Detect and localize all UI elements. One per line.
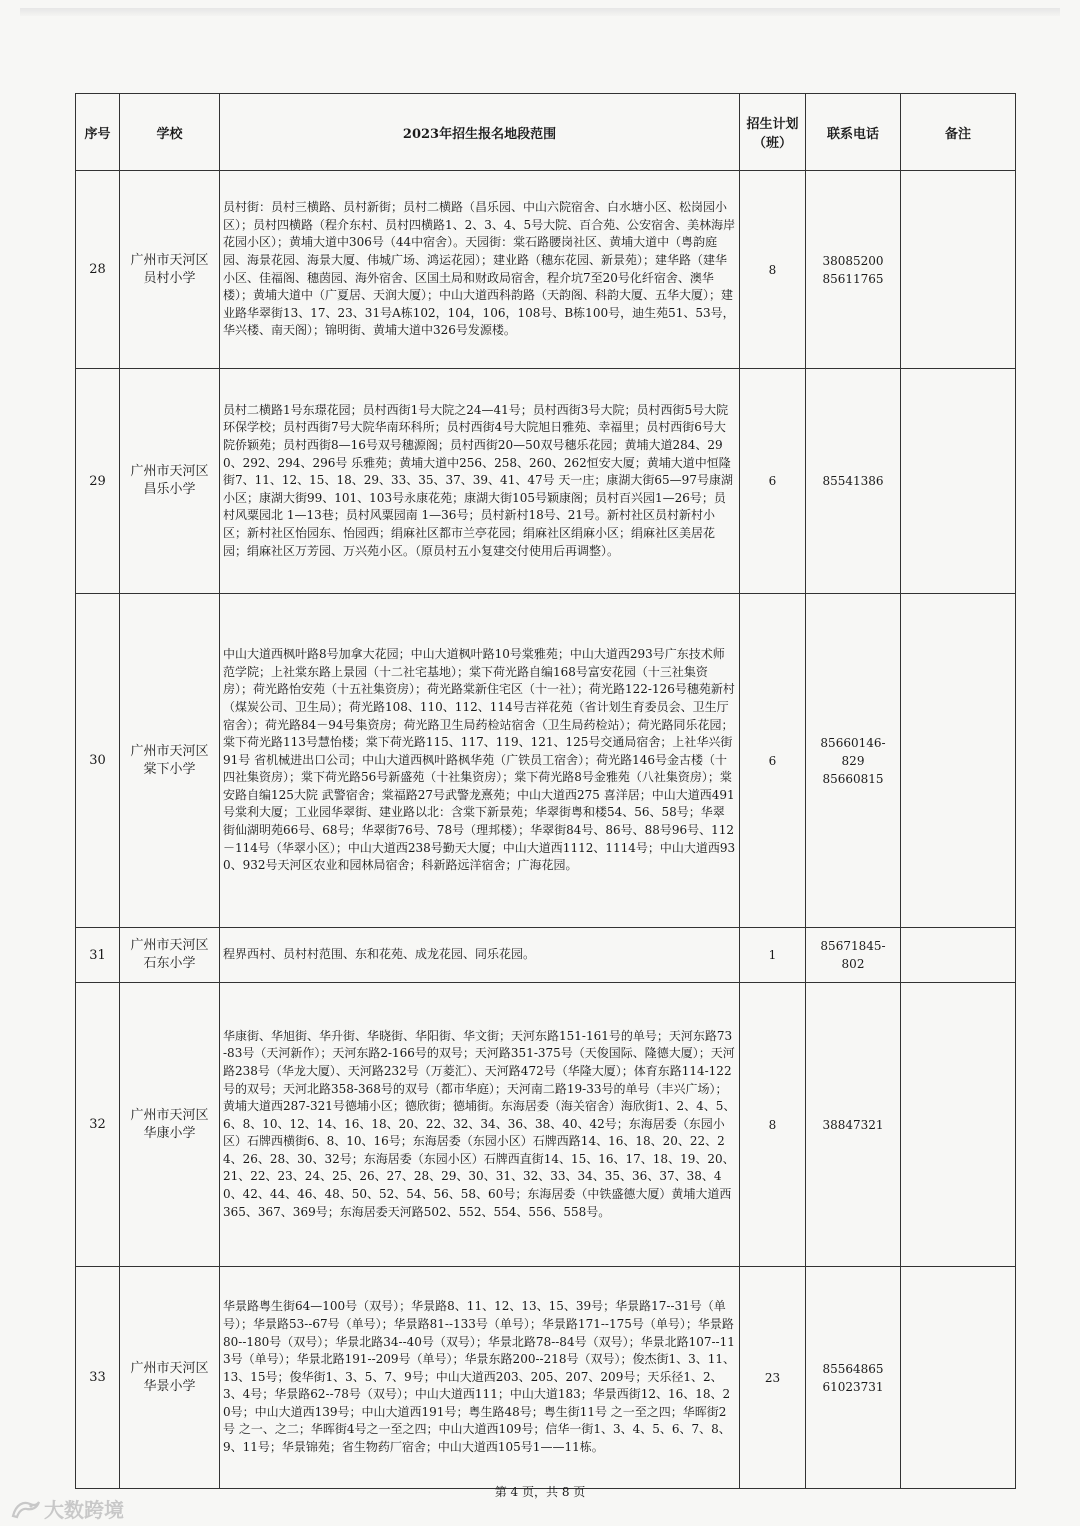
header-num: 序号 <box>76 94 120 171</box>
row-remark <box>901 928 1016 983</box>
row-school <box>120 594 220 928</box>
row-scope: 员村街：员村三横路、员村新街；员村二横路（昌乐园、中山六院宿舍、白水塘小区、松岗园小区）；员村四横路（程介东村、员村四横路1、2、3、4、5号大院、百合苑、公安宿舍、美林海岸花园小区）；黄埔大道中306号（44中宿舍）。天园街：棠石路腰岗社区、黄埔大道中（粤韵庭园、海景花园、海景大厦、伟城广场、鸿运花园）；建业路（穗东花园、新景苑）；建华路（建华小区、佳福阁、穗茵园、海外宿舍、区国土局和财政局宿舍，程介坑7至20号化纤宿舍、澳华楼）；黄埔大道中（广夏居、天润大厦）；中山大道西科韵路（天韵阁、科韵大厦、五华大厦）；建业路华翠街13、17、23、31号A栋102，104，106，108号、B栋100号，迪生苑51、53号，华兴楼、南天阁）；锦明街、黄埔大道中326号发源楼。 <box>220 171 740 369</box>
school-line: 广州市天河区 <box>130 1107 209 1123</box>
phone-line: 85611765 <box>822 271 884 286</box>
row-school <box>120 1267 220 1489</box>
row-plan: 8 <box>740 983 806 1267</box>
row-scope: 中山大道西枫叶路8号加拿大花园；中山大道枫叶路10号棠雅苑；中山大道西293号广东技术师范学院；上社棠东路上景园（十二社宅基地）；棠下荷光路自编168号富安花园（十三社集资房）；荷光路怡安苑（十五社集资房）；荷光路棠新住宅区（十一社）；荷光路122-126号穗苑新村（煤炭公司、卫生局）；荷光路108、110、112、114号吉祥花苑（省计划生育委员会、卫生厅宿舍）；荷光路84－94号集资房；荷光路卫生局药检站宿舍（卫生局药检站）；荷光路同乐花园；棠下荷光路113号慧怡楼；棠下荷光路115、117、119、121、125号交通局宿舍；上社华兴街91号 省机械进出口公司；中山大道西枫叶路枫华苑（广铁员工宿舍）；荷光路146号金古楼（十四社集资房）；棠下荷光路56号新盛苑（十社集资房）；棠下荷光路8号金雅苑（八社集资房）；棠安路自编125大院 武警宿舍；棠福路27号武警龙熹苑；中山大道西275 喜洋居；中山大道西491号棠利大厦；工业园华翠街、建业路以北：含棠下新景苑；华翠街粤和楼54、56、58号；华翠街仙湖明苑66号、68号；华翠街76号、78号（理邦楼）；华翠街84号、86号、88号96号、112－114号（华翠小区）；中山大道西238号勤天大厦；中山大道西1112、1114号；中山大道西930、932号天河区农业和园林局宿舍；科新路远洋宿舍；广海花园。 <box>220 594 740 928</box>
row-scope: 员村二横路1号东璟花园；员村西街1号大院之24—41号；员村西街3号大院；员村西街5号大院环保学校；员村西街7号大院华南环科所；员村西街4号大院旭日雅苑、幸福里；员村西街6号大院侨颖苑；员村西街8—16号双号穗源阁；员村西街20—50双号穗乐花园；黄埔大道284、290、292、294、296号 乐雅苑；黄埔大道中256、258、260、262恒安大厦；黄埔大道中恒隆街7、11、12、15、18、29、33、35、37、39、41、47号 天一庄；康湖大街65—97号康湖小区；康湖大街99、101、103号永康花苑；康湖大街105号颖康阁；员村百兴园1—26号；员村风粟园北 1—13巷；员村风粟园南 1—36号；员村新村18号、21号。新村社区员村新村小区；新村社区怡园东、怡园西；绢麻社区都市兰亭花园；绢麻社区绢麻小区；绢麻社区美居花园；绢麻社区万芳园、万兴苑小区。（原员村五小复建交付使用后再调整）。 <box>220 369 740 594</box>
row-plan: 23 <box>740 1267 806 1489</box>
scan-top-edge <box>20 8 1060 16</box>
phone-line: 85660146-829 <box>820 735 886 768</box>
row-phone <box>806 171 901 369</box>
row-num: 30 <box>76 594 120 928</box>
row-school <box>120 983 220 1267</box>
school-line: 广州市天河区 <box>130 743 209 759</box>
admission-zone-table <box>75 93 1016 1489</box>
header-school: 学校 <box>120 94 220 171</box>
table-row <box>76 369 1016 594</box>
row-phone <box>806 928 901 983</box>
row-remark <box>901 594 1016 928</box>
school-line: 棠下小学 <box>143 761 196 777</box>
phone-line: 61023731 <box>822 1379 884 1394</box>
row-num: 31 <box>76 928 120 983</box>
table-row <box>76 594 1016 928</box>
table-row <box>76 1267 1016 1489</box>
page-number: 第 4 页，共 8 页 <box>494 1485 586 1499</box>
phone-line: 38847321 <box>822 1117 884 1132</box>
header-scope: 2023年招生报名地段范围 <box>220 94 740 171</box>
row-plan: 6 <box>740 369 806 594</box>
school-line: 昌乐小学 <box>143 482 196 497</box>
row-remark <box>901 369 1016 594</box>
row-scope: 程界西村、员村村范围、东和花苑、成龙花园、同乐花园。 <box>220 928 740 983</box>
school-line: 石东小学 <box>143 956 196 971</box>
row-school <box>120 171 220 369</box>
school-line: 广州市天河区 <box>130 938 209 953</box>
phone-line: 85541386 <box>822 474 884 488</box>
row-num: 32 <box>76 983 120 1267</box>
school-line: 华景小学 <box>143 1378 196 1394</box>
bird-logo-icon <box>10 1498 40 1520</box>
table-row <box>76 983 1016 1267</box>
watermark <box>10 1494 124 1523</box>
table-row <box>76 928 1016 983</box>
watermark-text: 大数跨境 <box>44 1498 124 1522</box>
row-num: 33 <box>76 1267 120 1489</box>
header-remark: 备注 <box>901 94 1016 171</box>
school-line: 华康小学 <box>143 1125 196 1141</box>
row-remark <box>901 983 1016 1267</box>
row-plan: 6 <box>740 594 806 928</box>
row-remark <box>901 171 1016 369</box>
header-phone: 联系电话 <box>806 94 901 171</box>
row-num: 29 <box>76 369 120 594</box>
phone-line: 85671845-802 <box>820 939 886 971</box>
school-line: 员村小学 <box>143 270 196 286</box>
table-header-row <box>76 94 1016 171</box>
row-num: 28 <box>76 171 120 369</box>
phone-line: 38085200 <box>822 253 884 268</box>
school-line: 广州市天河区 <box>130 464 209 479</box>
row-phone <box>806 594 901 928</box>
row-school <box>120 369 220 594</box>
row-phone <box>806 983 901 1267</box>
row-remark <box>901 1267 1016 1489</box>
header-plan: 招生计划（班） <box>740 94 806 171</box>
row-phone <box>806 369 901 594</box>
school-line: 广州市天河区 <box>130 1360 209 1376</box>
phone-line: 85660815 <box>822 771 884 786</box>
table-row <box>76 171 1016 369</box>
row-plan: 8 <box>740 171 806 369</box>
row-scope: 华康街、华旭街、华升街、华晓街、华阳街、华文街；天河东路151-161号的单号；天河东路73-83号（天河新作）；天河东路2-166号的双号；天河路351-375号（天俊国际、隆德大厦）；天河路238号（华龙大厦）、天河路232号（万菱汇）、天河路472号（华隆大厦）；体育东路114-122号的双号；天河北路358-368号的双号（都市华庭）；天河南二路19-33号的单号（丰兴广场）；黄埔大道西287-321号德埔小区；德欣街；德埔街。东海居委（海关宿舍）海欣街1、2、4、5、6、8、10、12、14、16、18、20、22、32、34、36、38、40、42号；东海居委（东园小区）石牌西横街6、8、10、16号；东海居委（东园小区）石牌西路14、16、18、20、22、24、26、28、30、32号；东海居委（东园小区）石牌西直街14、15、16、17、18、19、20、21、22、23、24、25、26、27、28、29、30、31、32、33、34、35、36、37、38、40、42、44、46、48、50、52、54、56、58、60号；东海居委（中铁盛德大厦）黄埔大道西365、367、369号；东海居委天河路502、552、554、556、558号。 <box>220 983 740 1267</box>
row-school <box>120 928 220 983</box>
phone-line: 85564865 <box>822 1361 884 1376</box>
row-phone <box>806 1267 901 1489</box>
row-scope: 华景路粤生街64—100号（双号）；华景路8、11、12、13、15、39号；华景路17--31号（单号）；华景路53--67号（单号）；华景路81--133号（单号）；华景路171--175号（单号）；华景路80--180号（双号）；华景北路34--40号（双号）；华景北路78--84号（双号）；华景北路107--113号（单号）；华景北路191--209号（单号）；华景东路200--218号（双号）；俊杰街1、3、11、13、15号；俊华街1、3、5、7、9号；中山大道西203、205、207、209号；天乐径1、2、3、4号；华景路62--78号（双号）；中山大道西111；中山大道183；华景西街12、16、18、20号；中山大道西139号；中山大道西191号；粤生路48号；粤生街11号 之一至之四；华晖街2号 之一、之二；华晖街4号之一至之四；中山大道西109号；信华一街1、3、4、5、6、7、8、9、11号；华景锦苑；省生物药厂宿舍；中山大道西105号1——11栋。 <box>220 1267 740 1489</box>
row-plan: 1 <box>740 928 806 983</box>
school-line: 广州市天河区 <box>130 252 209 268</box>
